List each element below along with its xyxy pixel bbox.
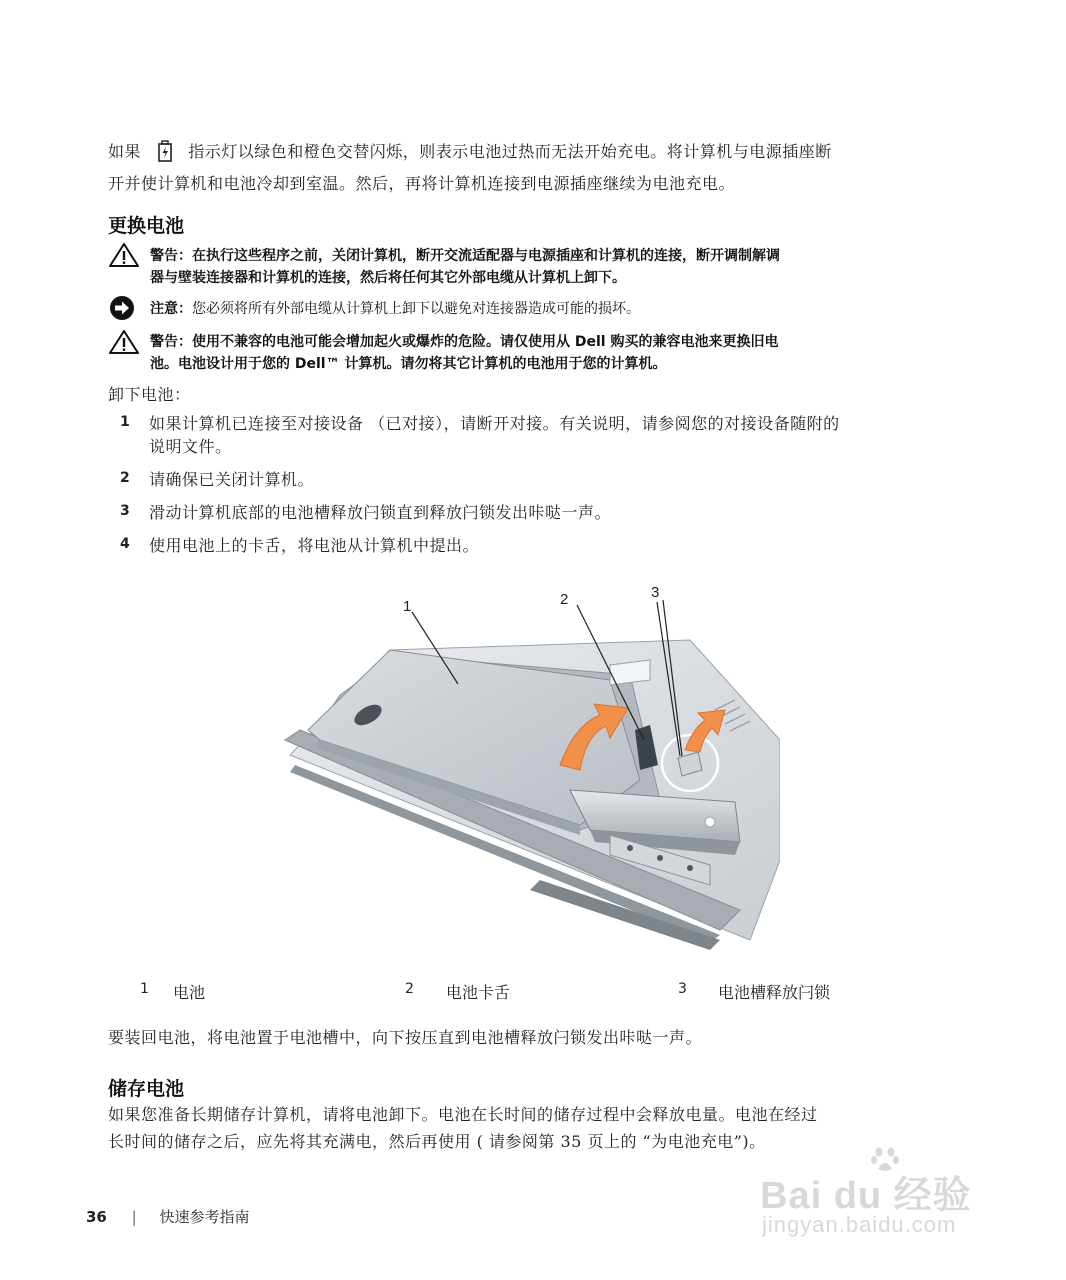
caution-label: 注意： [150, 301, 192, 317]
baidu-watermark [760, 1150, 1020, 1250]
caution-text: 您必须将所有外部电缆从计算机上卸下以避免对连接器造成可能的损坏。 [192, 301, 640, 317]
legend-label-3: 电池槽释放闩锁 [718, 983, 831, 1002]
watermark-url: jingyan.baidu.com [762, 1212, 957, 1237]
warning1-line1: 在执行这些程序之前，关闭计算机，断开交流适配器与电源插座和计算机的连接，断开调制解调 [192, 248, 780, 264]
page-number: 36 [86, 1208, 107, 1226]
section-heading-replace-battery: 更换电池 [108, 215, 185, 237]
storage-line-1: 如果您准备长期储存计算机，请将电池卸下。电池在长时间的储存过程中会释放电量。电池在经过 [108, 1105, 818, 1124]
battery-removal-figure [280, 580, 780, 950]
step-text-cont: 说明文件。 [149, 437, 232, 456]
callout-2: 2 [560, 591, 569, 608]
legend-num-2: 2 [405, 981, 414, 997]
warning1-line2: 器与壁装连接器和计算机的连接，然后将任何其它外部电缆从计算机上卸下。 [150, 270, 626, 286]
legend-label-2: 电池卡舌 [446, 983, 511, 1002]
legend-num-1: 1 [140, 981, 149, 997]
warning-label: 警告： [150, 248, 192, 264]
warning2-line1: 使用不兼容的电池可能会增加起火或爆炸的危险。请仅使用从 Dell 购买的兼容电池来更换旧电 [192, 334, 779, 350]
reinstall-paragraph: 要装回电池，将电池置于电池槽中，向下按压直到电池槽释放闩锁发出咔哒一声。 [108, 1028, 703, 1047]
footer-title: 快速参考指南 [159, 1208, 250, 1226]
step-text: 请确保已关闭计算机。 [149, 470, 315, 489]
page-footer [86, 1206, 250, 1227]
warning2-line2: 池。电池设计用于您的 Dell™ 计算机。请勿将其它计算机的电池用于您的计算机。 [150, 356, 667, 372]
callout-1: 1 [403, 598, 412, 615]
step-text: 如果计算机已连接至对接设备 （已对接），请断开对接。有关说明，请参阅您的对接设备随附的 [149, 414, 840, 433]
battery-charge-icon [157, 140, 173, 170]
section-heading-store-battery: 储存电池 [108, 1078, 185, 1100]
step-number: 4 [120, 536, 130, 552]
legend-label-1: 电池 [173, 983, 206, 1002]
step-text: 使用电池上的卡舌，将电池从计算机中提出。 [149, 536, 480, 555]
warning-notice-2 [150, 331, 970, 375]
intro-line-2: 开并使计算机和电池冷却到室温。然后，再将计算机连接到电源插座继续为电池充电。 [108, 174, 736, 193]
intro-line1-start: 如果 [108, 142, 142, 161]
step-number: 1 [120, 414, 130, 430]
footer-separator: | [131, 1208, 137, 1226]
figure-legend [0, 978, 1066, 1008]
step-number: 3 [120, 503, 130, 519]
callout-3: 3 [651, 584, 660, 601]
warning-notice-1 [150, 245, 970, 289]
storage-line-2: 长时间的储存之后，应先将其充满电，然后再使用 ( 请参阅第 35 页上的 “为电池充电”)。 [108, 1132, 766, 1151]
caution-icon [109, 295, 135, 325]
warning-icon [108, 242, 140, 272]
caution-notice [150, 298, 970, 320]
warning-label: 警告： [150, 334, 192, 350]
step-number: 2 [120, 470, 130, 486]
legend-num-3: 3 [678, 981, 687, 997]
step-text: 滑动计算机底部的电池槽释放闩锁直到释放闩锁发出咔哒一声。 [149, 503, 612, 522]
warning-icon [108, 329, 140, 359]
storage-paragraph [108, 1101, 988, 1155]
remove-battery-intro: 卸下电池： [108, 385, 191, 404]
intro-paragraph [108, 138, 988, 197]
intro-line1-rest: 指示灯以绿色和橙色交替闪烁，则表示电池过热而无法开始充电。将计算机与电源插座断 [188, 142, 832, 161]
watermark-brand: Bai du 经验 [760, 1175, 972, 1217]
intro-line-1 [108, 138, 988, 170]
